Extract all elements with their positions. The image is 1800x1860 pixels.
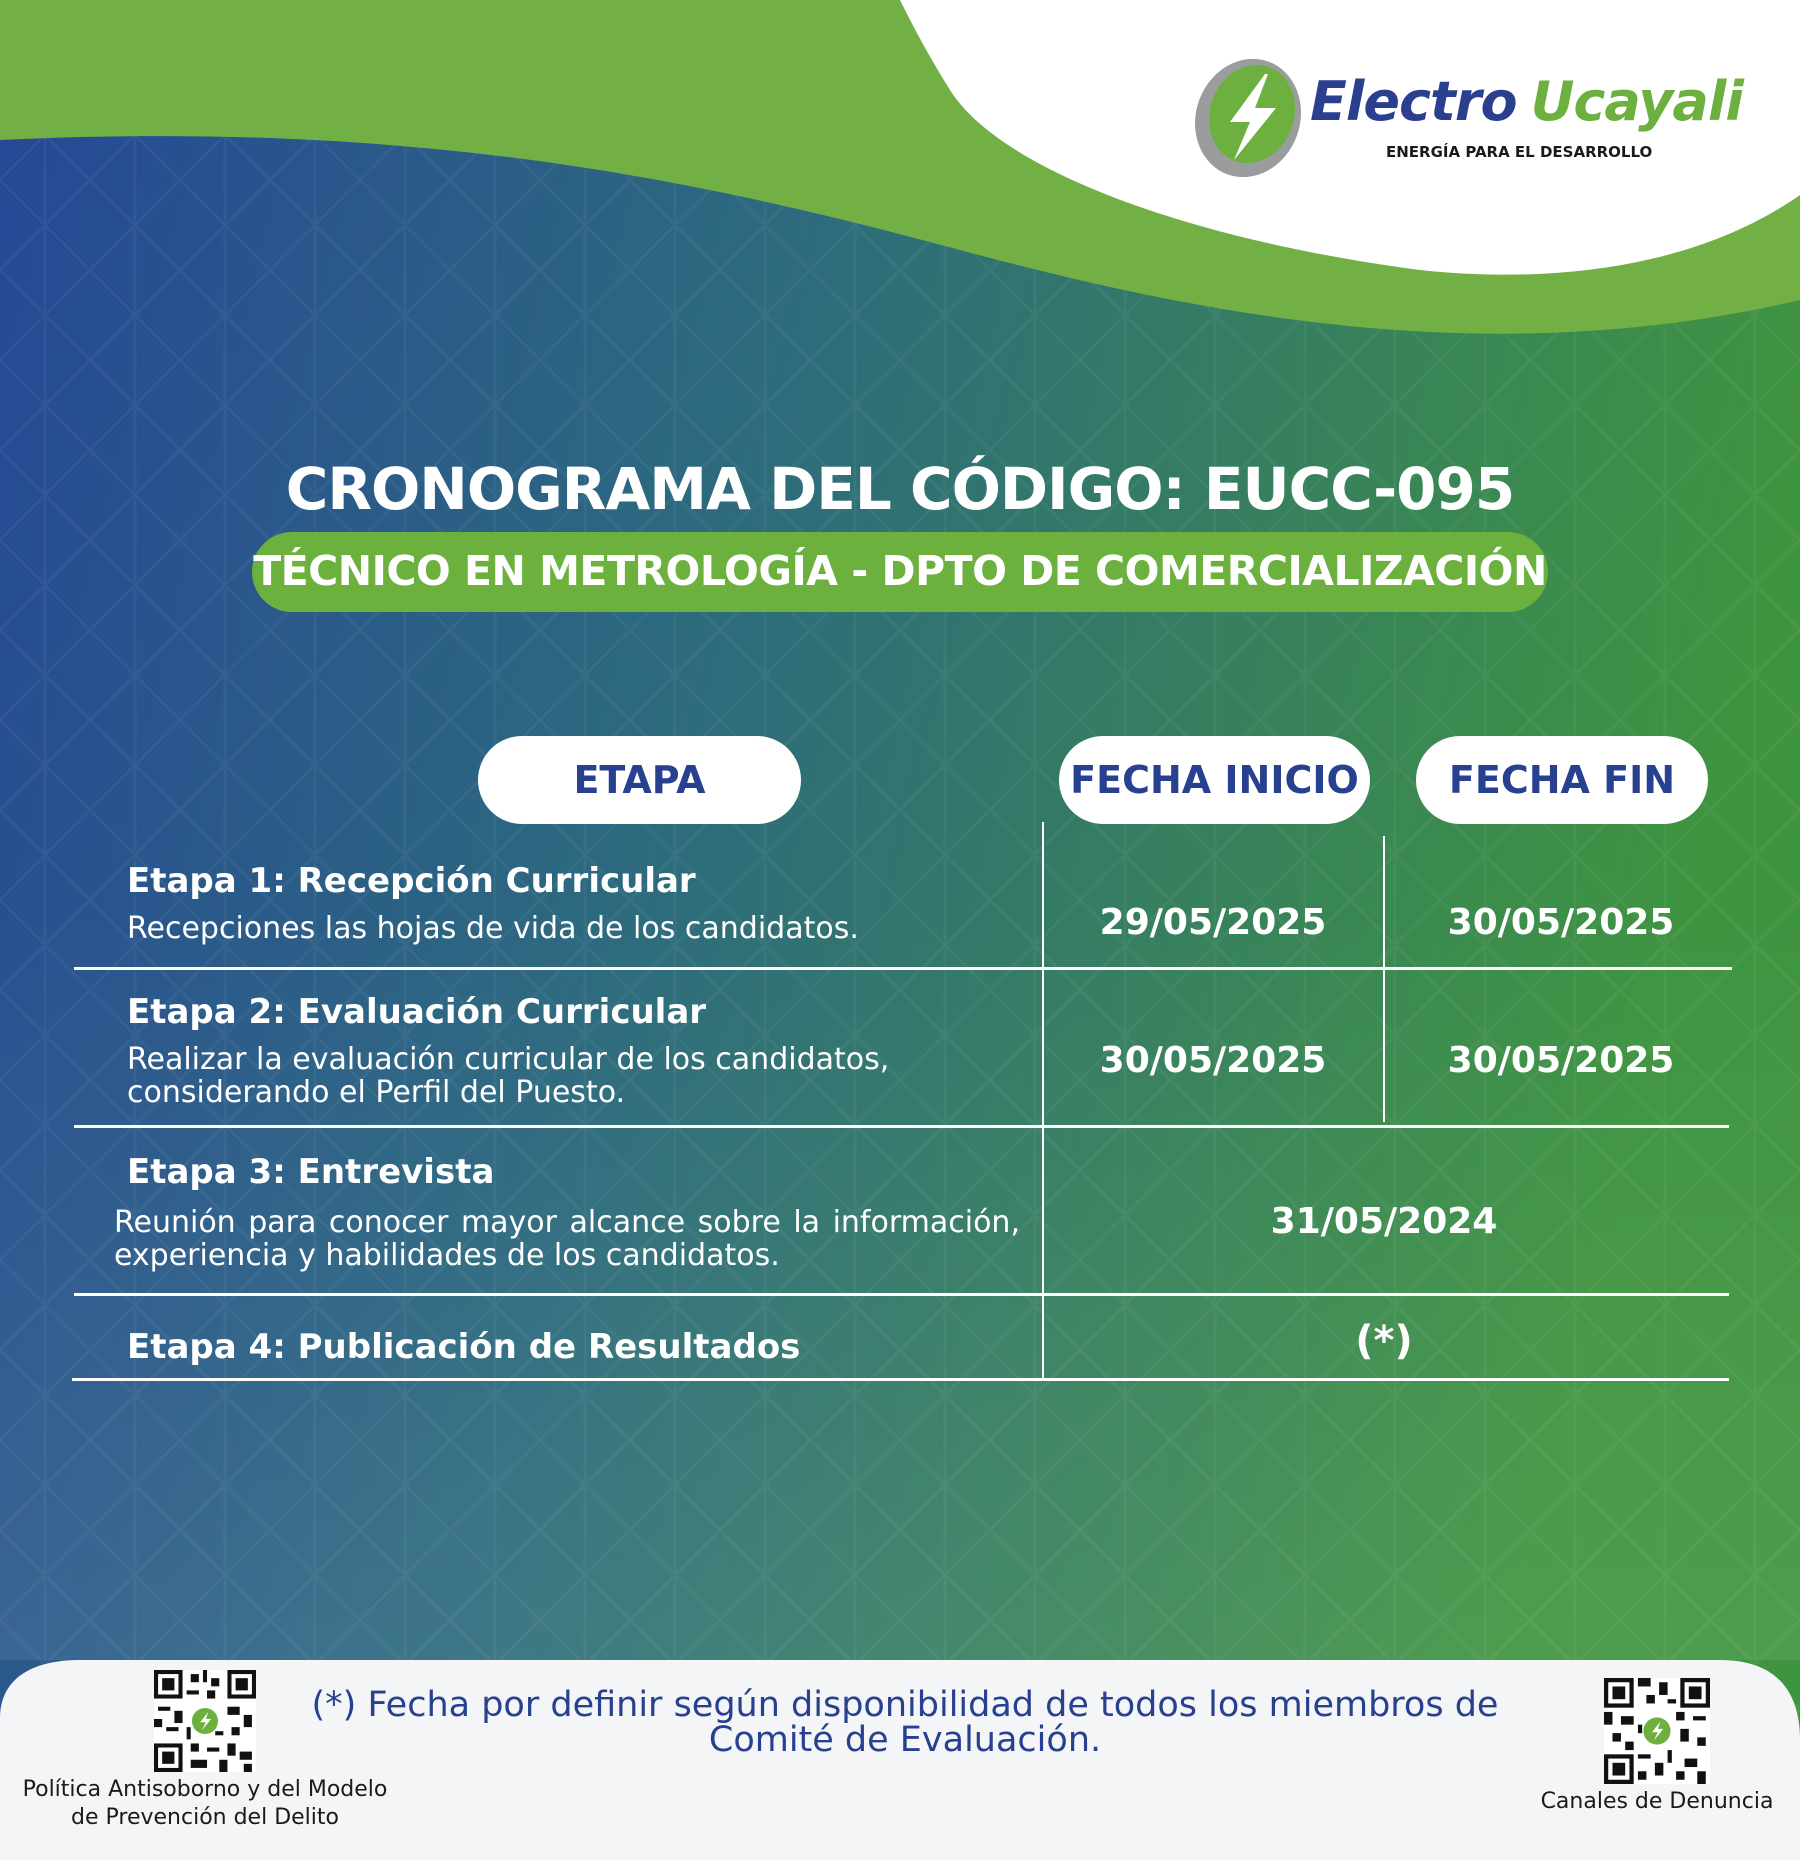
- stage-2-title: Etapa 2: Evaluación Curricular: [127, 992, 707, 1032]
- stage-4-date: (*): [1355, 1318, 1413, 1364]
- table-row-divider: [72, 1378, 1729, 1381]
- column-header-start: FECHA INICIO: [1070, 758, 1359, 802]
- qr-left-caption: Política Antisoborno y del Modelo de Prevención del Delito: [22, 1777, 388, 1830]
- stage-1-description: Recepciones las hojas de vida de los candidatos.: [127, 911, 859, 946]
- stage-2-description: Realizar la evaluación curricular de los candidatos, considerando el Perfil del Puesto.: [127, 1042, 890, 1110]
- stage-4-title: Etapa 4: Publicación de Resultados: [127, 1327, 801, 1367]
- table-row-divider: [74, 967, 1732, 970]
- column-header-end: FECHA FIN: [1448, 758, 1676, 802]
- table-row-divider: [74, 1125, 1729, 1128]
- table-row-divider: [74, 1293, 1729, 1296]
- position-subtitle: TÉCNICO EN METROLOGÍA - DPTO DE COMERCIALIZACIÓN: [253, 547, 1547, 595]
- stage-2-start-date: 30/05/2025: [1099, 1040, 1327, 1081]
- stage-3-description: Reunión para conocer mayor alcance sobre la información, experiencia y habilidades de los candidatos.: [114, 1205, 1020, 1273]
- qr-right-caption: Canales de Denuncia: [1540, 1789, 1774, 1814]
- lightning-logo-icon: [1190, 52, 1310, 182]
- stage-2-end-date: 30/05/2025: [1447, 1040, 1675, 1081]
- brand-name: [1310, 70, 1743, 133]
- page-title: CRONOGRAMA DEL CÓDIGO: EUCC-095: [285, 455, 1515, 523]
- qr-code-icon[interactable]: [1604, 1678, 1710, 1784]
- brand-name-part2: Ucayali: [1530, 70, 1743, 133]
- stage-1-title: Etapa 1: Recepción Curricular: [127, 861, 696, 901]
- footer-note: (*) Fecha por definir según disponibilidad de todos los miembros de Comité de Evaluación.: [311, 1685, 1499, 1760]
- stage-1-end-date: 30/05/2025: [1447, 902, 1675, 943]
- stage-3-title: Etapa 3: Entrevista: [127, 1152, 495, 1192]
- brand-name-part1: Electro: [1310, 70, 1517, 133]
- column-header-stage: ETAPA: [573, 758, 706, 802]
- stage-1-start-date: 29/05/2025: [1099, 902, 1327, 943]
- brand-tagline: ENERGÍA PARA EL DESARROLLO: [1386, 143, 1653, 161]
- stage-3-date: 31/05/2024: [1270, 1201, 1498, 1242]
- qr-code-icon[interactable]: [154, 1670, 256, 1772]
